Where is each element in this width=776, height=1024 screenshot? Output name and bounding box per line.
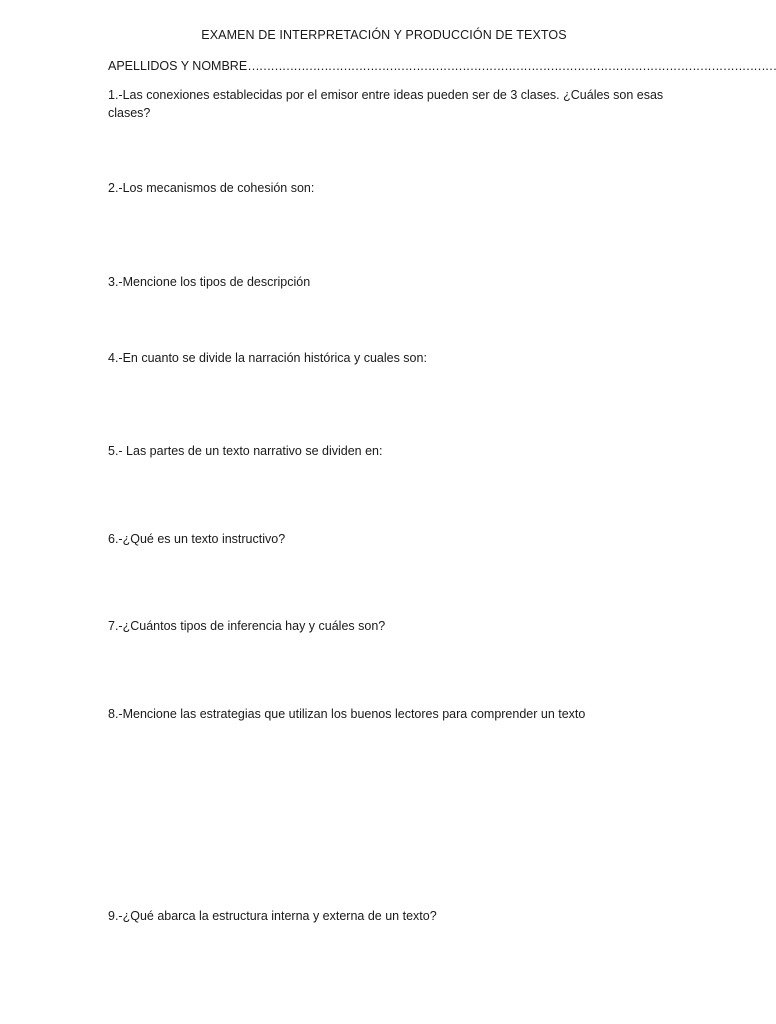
name-label: APELLIDOS Y NOMBRE [108, 59, 248, 73]
question-1: 1.-Las conexiones establecidas por el emisor entre ideas pueden ser de 3 clases. ¿Cuáles son esas clases? [108, 88, 664, 120]
question-4: 4.-En cuanto se divide la narración histórica y cuales son: [108, 351, 427, 365]
question-2: 2.-Los mecanismos de cohesión son: [108, 181, 315, 195]
question-5: 5.- Las partes de un texto narrativo se dividen en: [108, 444, 383, 458]
name-dotted-line: ………………………………………………………………………………………………………………………… [247, 59, 776, 73]
question-6: 6.-¿Qué es un texto instructivo? [108, 532, 286, 546]
question-8: 8.-Mencione las estrategias que utilizan los buenos lectores para comprender un texto [108, 707, 586, 721]
page-title: EXAMEN DE INTERPRETACIÓN Y PRODUCCIÓN DE TEXTOS [201, 28, 567, 42]
name-field-line [108, 59, 776, 73]
question-7: 7.-¿Cuántos tipos de inferencia hay y cuáles son? [108, 619, 386, 633]
question-3: 3.-Mencione los tipos de descripción [108, 275, 311, 289]
question-9: 9.-¿Qué abarca la estructura interna y externa de un texto? [108, 909, 437, 923]
